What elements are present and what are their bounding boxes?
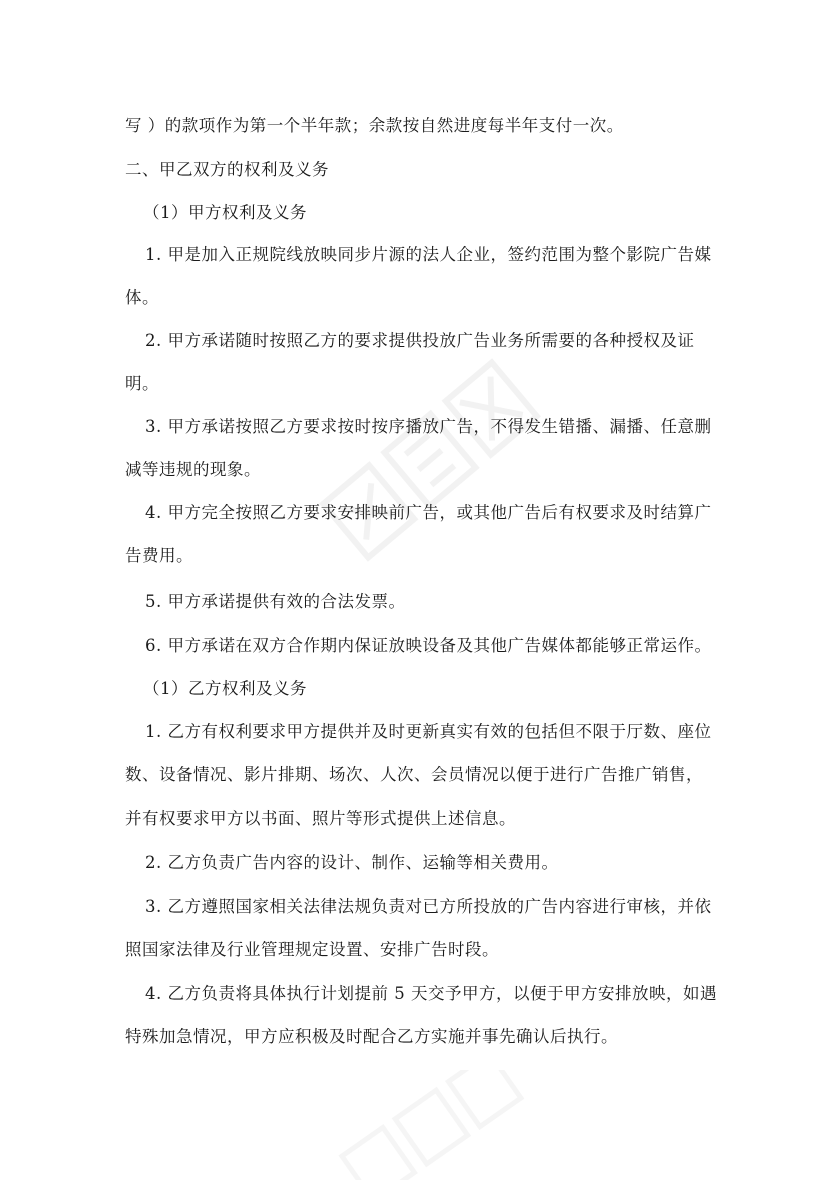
list-item: 4. 甲方完全按照乙方要求安排映前广告，或其他广告后有权要求及时结算广 bbox=[145, 503, 712, 522]
section-heading: 二、甲乙双方的权利及义务 bbox=[125, 160, 329, 179]
list-item-continuation: 照国家法律及行业管理规定设置、安排广告时段。 bbox=[125, 940, 499, 959]
list-item: 3. 乙方遵照国家相关法律法规负责对已方所投放的广告内容进行审核，并依 bbox=[145, 897, 712, 916]
list-item-continuation: 减等违规的现象。 bbox=[125, 460, 261, 479]
subsection-heading: （1）乙方权利及义务 bbox=[143, 679, 307, 698]
subsection-heading: （1）甲方权利及义务 bbox=[143, 203, 307, 222]
list-item-continuation: 明。 bbox=[125, 374, 159, 393]
list-item: 6. 甲方承诺在双方合作期内保证放映设备及其他广告媒体都能够正常运作。 bbox=[145, 636, 712, 655]
watermark-logo-bottom bbox=[320, 1070, 540, 1180]
list-item: 3. 甲方承诺按照乙方要求按时按序播放广告，不得发生错播、漏播、任意删 bbox=[145, 417, 712, 436]
list-item: 4. 乙方负责将具体执行计划提前 5 天交予甲方，以便于甲方安排放映，如遇 bbox=[145, 984, 717, 1003]
list-item-continuation: 体。 bbox=[125, 288, 159, 307]
list-item: 1. 乙方有权利要求甲方提供并及时更新真实有效的包括但不限于厅数、座位 bbox=[145, 722, 712, 741]
list-item-continuation: 并有权要求甲方以书面、照片等形式提供上述信息。 bbox=[125, 809, 516, 828]
list-item: 2. 乙方负责广告内容的设计、制作、运输等相关费用。 bbox=[145, 853, 559, 872]
list-item: 1. 甲是加入正规院线放映同步片源的法人企业，签约范围为整个影院广告媒 bbox=[145, 245, 712, 264]
list-item: 2. 甲方承诺随时按照乙方的要求提供投放广告业务所需要的各种授权及证 bbox=[145, 331, 695, 350]
paragraph-line: 写 ）的款项作为第一个半年款；余款按自然进度每半年支付一次。 bbox=[125, 116, 624, 135]
list-item-continuation: 数、设备情况、影片排期、场次、人次、会员情况以便于进行广告推广销售， bbox=[125, 765, 703, 784]
list-item-continuation: 告费用。 bbox=[125, 546, 193, 565]
list-item: 5. 甲方承诺提供有效的合法发票。 bbox=[145, 592, 406, 611]
list-item-continuation: 特殊加急情况，甲方应积极及时配合乙方实施并事先确认后执行。 bbox=[125, 1027, 618, 1046]
